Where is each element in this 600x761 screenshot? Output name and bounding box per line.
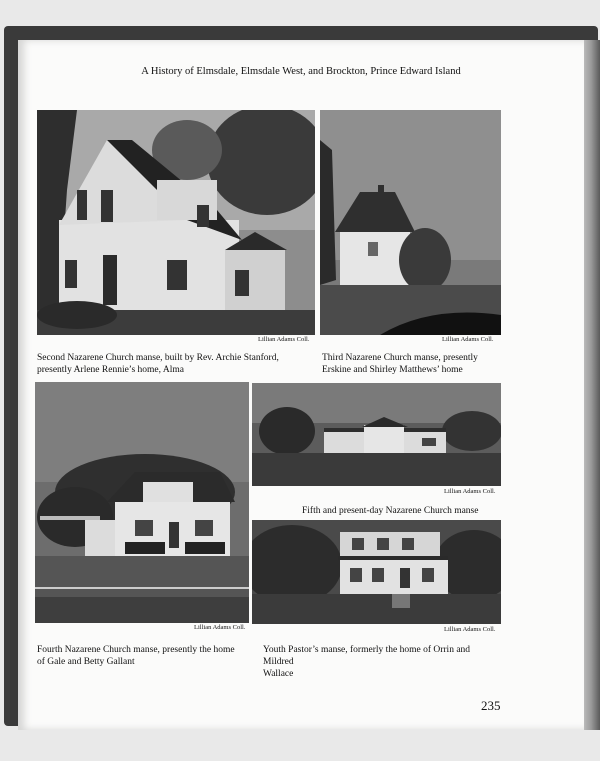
caption-line: Fourth Nazarene Church manse, presently the home (37, 645, 235, 655)
caption-line: of Gale and Betty Gallant (37, 657, 135, 667)
house-photo-1 (37, 110, 315, 335)
caption-third-manse (322, 352, 502, 376)
caption-line: Third Nazarene Church manse, presently (322, 353, 478, 363)
photo-credit-3: Lillian Adams Coll. (194, 624, 246, 631)
caption-line: presently Arlene Rennie’s home, Alma (37, 365, 184, 375)
caption-fourth-manse (37, 644, 249, 668)
caption-youth-pastor-manse (263, 644, 503, 680)
caption-line: Second Nazarene Church manse, built by Rev. Archie Stanford, (37, 353, 279, 363)
photo-credit-5: Lillian Adams Coll. (444, 626, 496, 633)
page-number: 235 (481, 698, 501, 713)
house-photo-3 (35, 382, 249, 623)
house-photo-4 (252, 383, 501, 486)
photo-youth-pastor-manse (252, 520, 501, 624)
caption-line: Wallace (263, 669, 294, 679)
photo-fourth-manse (35, 382, 249, 623)
house-photo-5 (252, 520, 501, 624)
photo-credit-4: Lillian Adams Coll. (444, 488, 496, 495)
house-photo-2 (320, 110, 501, 335)
caption-line: Erskine and Shirley Matthews’ home (322, 365, 463, 375)
photo-third-manse (320, 110, 501, 335)
photo-fifth-manse (252, 383, 501, 486)
book-page (18, 40, 584, 730)
caption-fifth-manse (302, 505, 502, 517)
caption-second-manse (37, 352, 319, 376)
photo-credit-1: Lillian Adams Coll. (258, 336, 310, 343)
photo-credit-2: Lillian Adams Coll. (442, 336, 494, 343)
caption-line: Youth Pastor’s manse, formerly the home of Orrin and Mildred (263, 645, 471, 667)
caption-line: Fifth and present-day Nazarene Church manse (302, 506, 479, 516)
running-head: A History of Elmsdale, Elmsdale West, and Brockton, Prince Edward Island (141, 66, 461, 77)
photo-second-manse (37, 110, 315, 335)
